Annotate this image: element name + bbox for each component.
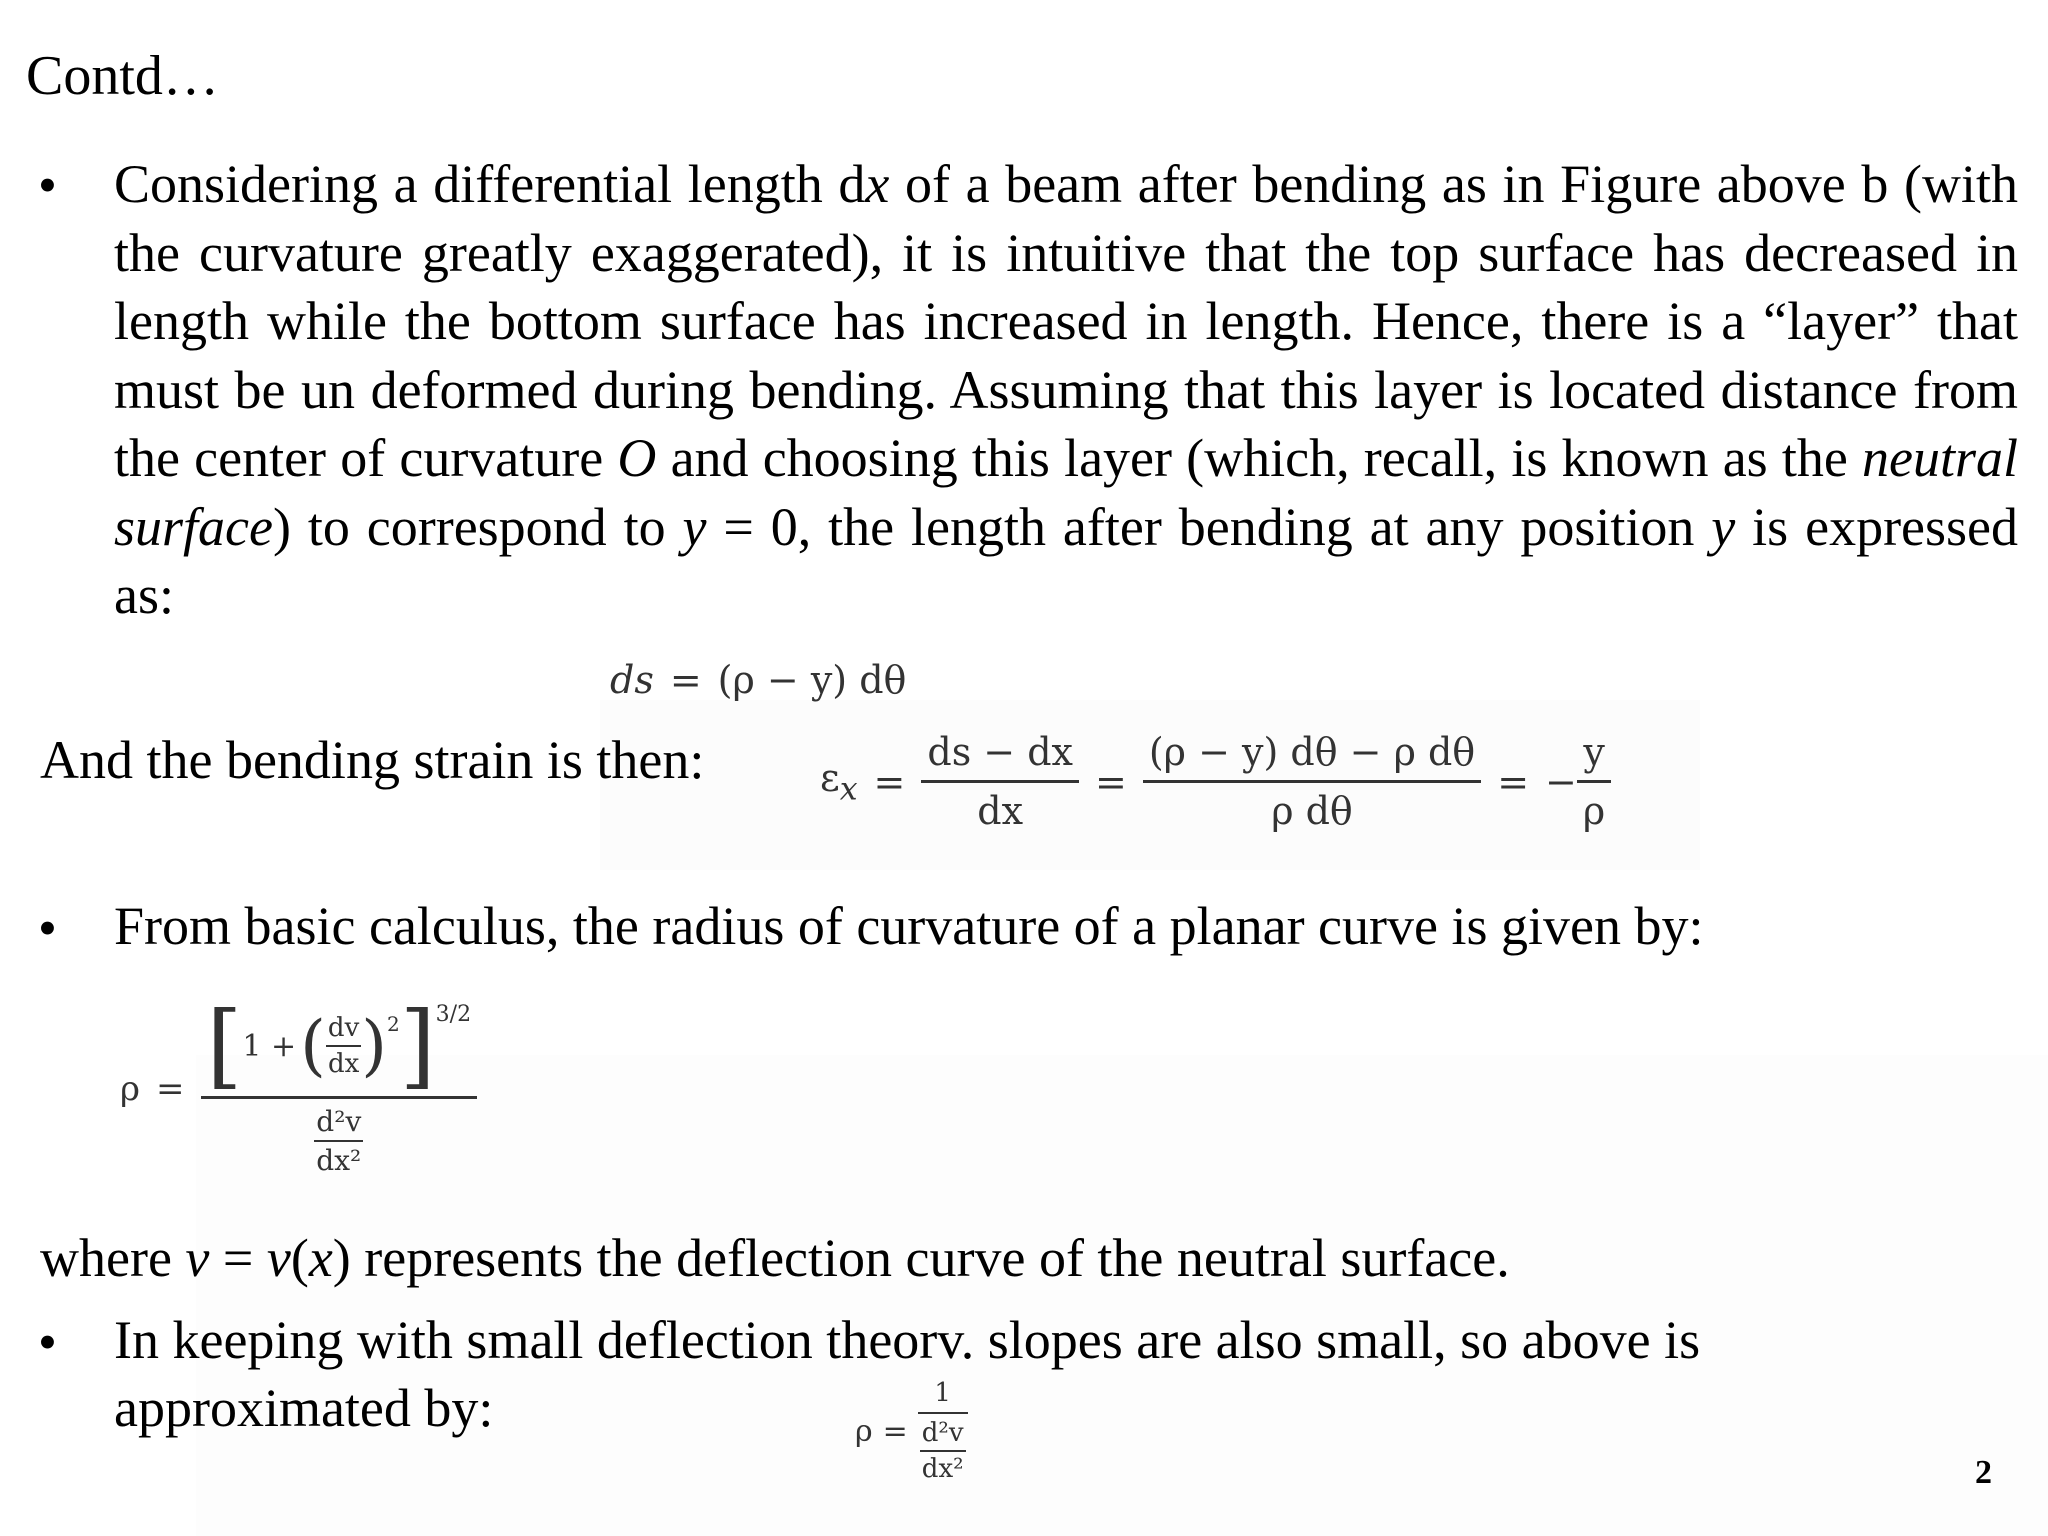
fraction bbox=[921, 730, 1079, 833]
text-run: ( bbox=[290, 1228, 309, 1288]
eq-operator: = bbox=[669, 658, 702, 702]
paren-open: ( bbox=[300, 1007, 326, 1084]
frac-numerator: (ρ − y) dθ − ρ dθ bbox=[1148, 730, 1476, 774]
bullet-paragraph-3-line-2: approximated by: bbox=[114, 1378, 494, 1438]
text-run: ) to correspond to bbox=[272, 496, 683, 557]
frac-denominator: dx bbox=[327, 1049, 360, 1079]
frac-denominator: dx bbox=[977, 789, 1024, 833]
eq-operator: = bbox=[882, 1413, 908, 1449]
fraction bbox=[326, 1013, 361, 1079]
text-run: and choosing this layer (which, recall, is known as the bbox=[656, 428, 1862, 488]
bullet-paragraph-3-line-1: In keeping with small deflection theorv. slopes are also small, so above is bbox=[114, 1310, 1701, 1370]
bullet-marker: • bbox=[38, 1312, 57, 1372]
bullet-paragraph-2: From basic calculus, the radius of curvature of a planar curve is given by: bbox=[114, 896, 1704, 956]
eq-operator: − bbox=[1545, 759, 1577, 804]
strain-lhs bbox=[820, 756, 858, 808]
fraction bbox=[314, 1105, 363, 1177]
text-run: = 0, the length after bending at any position bbox=[706, 496, 1712, 557]
eq-subscript: x bbox=[839, 771, 858, 808]
eq-term: ε bbox=[820, 755, 840, 800]
equation-radius bbox=[120, 992, 477, 1177]
text-run: = bbox=[209, 1228, 267, 1288]
bracket-open: [ bbox=[206, 992, 243, 1099]
bullet-marker: • bbox=[38, 155, 57, 215]
bullet-paragraph-1 bbox=[114, 150, 2018, 630]
exponent: 2 bbox=[387, 1012, 400, 1036]
frac-denominator: ρ bbox=[1582, 789, 1606, 833]
where-line bbox=[40, 1224, 1510, 1292]
frac-numerator: y bbox=[1583, 730, 1605, 774]
bracket-close: ] bbox=[399, 992, 436, 1099]
fraction bbox=[201, 992, 478, 1177]
strain-label: And the bending strain is then: bbox=[40, 730, 705, 790]
frac-denominator: dx² bbox=[316, 1144, 362, 1177]
text-run: O bbox=[617, 428, 657, 488]
text-run: neutral surface bbox=[114, 428, 2018, 557]
equation-ds bbox=[610, 658, 906, 702]
text-run: ) represents the deflection curve of the neutral surface. bbox=[332, 1228, 1510, 1288]
text-run: where bbox=[40, 1228, 186, 1288]
text-run: x bbox=[865, 154, 890, 214]
exponent: 3/2 bbox=[435, 1002, 472, 1027]
text-run: Considering a differential length d bbox=[114, 154, 866, 214]
slide-title: Contd… bbox=[26, 45, 219, 107]
frac-denominator: dx² bbox=[921, 1454, 964, 1484]
eq-operator: = bbox=[156, 1068, 185, 1109]
fraction bbox=[1143, 730, 1481, 833]
eq-operator: = bbox=[1497, 759, 1530, 804]
eq-term: ρ bbox=[120, 1068, 140, 1109]
frac-denominator: ρ dθ bbox=[1271, 789, 1353, 833]
text-run: y bbox=[682, 496, 707, 557]
frac-denominator bbox=[308, 1099, 369, 1177]
text-run: of a beam after bending as in Figure above b (with the curvature greatly exaggerated), it is intuitive that the top surface has decreased in length while the bottom surface has increased in length. Hence, there is a “layer” that must be un deformed during bending. Assuming that this layer is located distance from the center of curvature bbox=[114, 154, 2018, 488]
text-run: y bbox=[1711, 496, 1736, 557]
fraction bbox=[920, 1418, 966, 1484]
fraction bbox=[918, 1378, 968, 1484]
frac-numerator: ds − dx bbox=[927, 730, 1073, 774]
frac-numerator: dv bbox=[327, 1013, 360, 1043]
eq-term: 1 + bbox=[242, 1028, 297, 1064]
eq-term: ds bbox=[610, 658, 654, 702]
text-run: is expressed as: bbox=[114, 496, 2019, 625]
equation-strain bbox=[820, 730, 1611, 833]
bullet-marker: • bbox=[38, 898, 57, 958]
frac-numerator: 1 bbox=[934, 1378, 951, 1408]
frac-numerator bbox=[201, 992, 478, 1099]
eq-term: (ρ − y) dθ bbox=[717, 658, 907, 702]
text-run: v bbox=[185, 1228, 210, 1288]
frac-denominator bbox=[918, 1414, 968, 1484]
frac-numerator: d²v bbox=[316, 1105, 362, 1138]
page-number: 2 bbox=[1975, 1454, 1992, 1491]
eq-term: ρ bbox=[855, 1413, 873, 1449]
fraction bbox=[1577, 730, 1611, 833]
text-run: v bbox=[266, 1228, 291, 1288]
eq-operator: = bbox=[1094, 759, 1127, 804]
frac-numerator: d²v bbox=[921, 1418, 964, 1448]
equation-approx bbox=[855, 1378, 968, 1484]
text-run: x bbox=[308, 1228, 333, 1288]
paren-close: ) bbox=[361, 1007, 388, 1084]
eq-operator: = bbox=[873, 759, 906, 804]
